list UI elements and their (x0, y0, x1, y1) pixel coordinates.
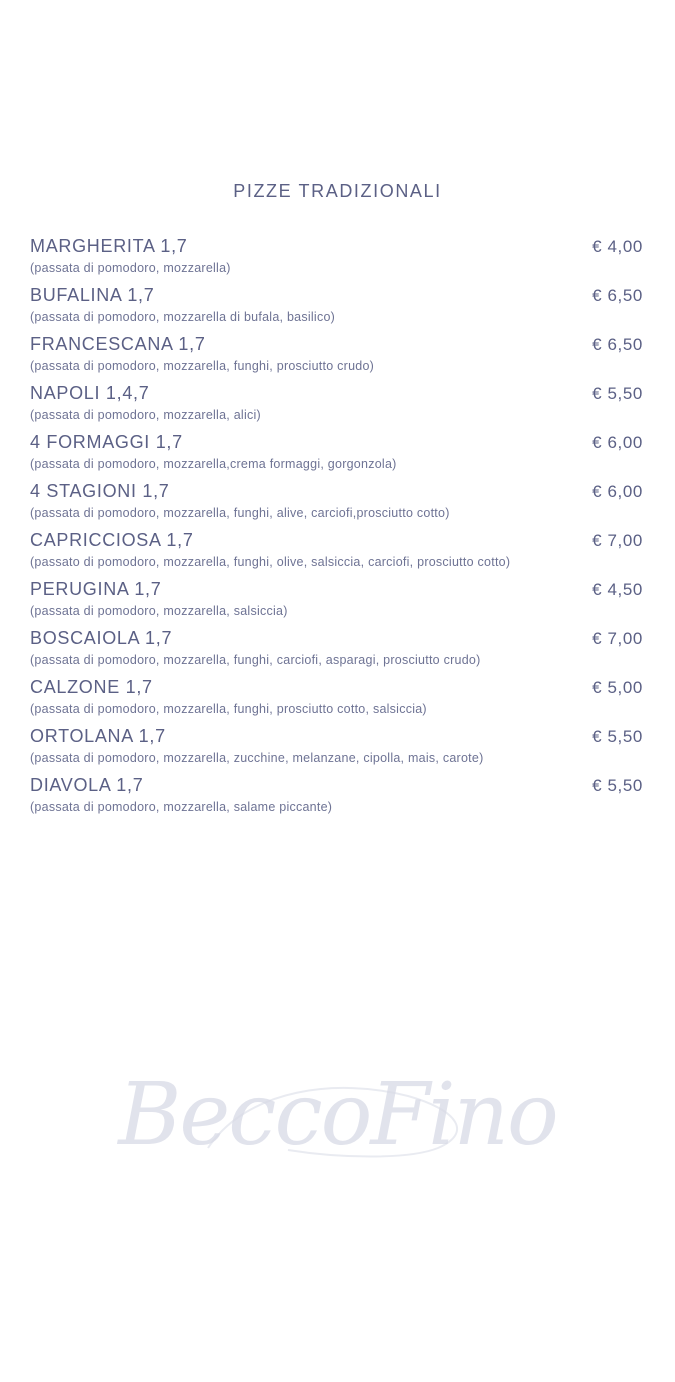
menu-item-name: ORTOLANA 1,7 (30, 726, 166, 746)
menu-item-price: € 6,00 (592, 482, 643, 501)
menu-item-price: € 4,50 (592, 580, 643, 599)
menu-item-description: (passata di pomodoro, mozzarella, zucchine, melanzane, cipolla, mais, carote) (30, 751, 484, 765)
menu-item-name: PERUGINA 1,7 (30, 579, 162, 599)
menu-item-price: € 5,50 (592, 776, 643, 795)
menu-item-price: € 7,00 (592, 531, 643, 550)
menu-item-price: € 4,00 (592, 237, 643, 256)
menu-item-description: (passata di pomodoro, mozzarella) (30, 261, 231, 275)
list-item (30, 334, 645, 373)
menu-page (0, 182, 675, 1382)
menu-item-price: € 7,00 (592, 629, 643, 648)
menu-item-row (30, 628, 645, 649)
menu-item-list (30, 236, 645, 814)
menu-item-name: CAPRICCIOSA 1,7 (30, 530, 194, 550)
menu-item-description: (passata di pomodoro, mozzarella, alici) (30, 408, 261, 422)
menu-item-name: MARGHERITA 1,7 (30, 236, 188, 256)
menu-item-row (30, 432, 645, 453)
list-item (30, 236, 645, 275)
menu-item-row (30, 677, 645, 698)
menu-item-row (30, 285, 645, 306)
logo-flourish-icon (188, 1078, 488, 1168)
menu-item-name: FRANCESCANA 1,7 (30, 334, 206, 354)
menu-item-description: (passata di pomodoro, mozzarella di bufala, basilico) (30, 310, 336, 324)
menu-item-description: (passata di pomodoro, mozzarella,crema formaggi, gorgonzola) (30, 457, 397, 471)
menu-item-row (30, 383, 645, 404)
menu-item-price: € 6,50 (592, 335, 643, 354)
menu-item-price: € 6,50 (592, 286, 643, 305)
menu-item-description: (passata di pomodoro, mozzarella, funghi, prosciutto crudo) (30, 359, 375, 373)
list-item (30, 530, 645, 569)
menu-item-description: (passata di pomodoro, mozzarella, salame piccante) (30, 800, 333, 814)
menu-item-row (30, 726, 645, 747)
list-item (30, 432, 645, 471)
list-item (30, 383, 645, 422)
menu-item-name: 4 FORMAGGI 1,7 (30, 432, 183, 452)
menu-item-description: (passato di pomodoro, mozzarella, funghi, olive, salsiccia, carciofi, prosciutto cotto) (30, 555, 511, 569)
menu-item-name: CALZONE 1,7 (30, 677, 153, 697)
menu-item-row (30, 579, 645, 600)
page-title: PIZZE TRADIZIONALI (233, 181, 442, 201)
menu-item-name: 4 STAGIONI 1,7 (30, 481, 170, 501)
menu-item-price: € 5,50 (592, 384, 643, 403)
list-item (30, 285, 645, 324)
menu-item-price: € 5,50 (592, 727, 643, 746)
list-item (30, 579, 645, 618)
menu-item-row (30, 530, 645, 551)
menu-item-description: (passata di pomodoro, mozzarella, funghi, prosciutto cotto, salsiccia) (30, 702, 427, 716)
menu-item-row (30, 236, 645, 257)
list-item (30, 677, 645, 716)
logo-wordmark: BeccoFino (118, 1065, 557, 1165)
menu-item-price: € 5,00 (592, 678, 643, 697)
menu-item-row (30, 334, 645, 355)
menu-item-row (30, 775, 645, 796)
list-item (30, 481, 645, 520)
list-item (30, 628, 645, 667)
menu-item-description: (passata di pomodoro, mozzarella, salsiccia) (30, 604, 288, 618)
restaurant-logo-watermark (0, 1065, 675, 1165)
menu-item-name: DIAVOLA 1,7 (30, 775, 144, 795)
menu-item-name: BOSCAIOLA 1,7 (30, 628, 173, 648)
menu-item-name: NAPOLI 1,4,7 (30, 383, 150, 403)
list-item (30, 726, 645, 765)
menu-item-row (30, 481, 645, 502)
menu-item-description: (passata di pomodoro, mozzarella, funghi, carciofi, asparagi, prosciutto crudo) (30, 653, 481, 667)
menu-item-price: € 6,00 (592, 433, 643, 452)
menu-item-name: BUFALINA 1,7 (30, 285, 155, 305)
menu-item-description: (passata di pomodoro, mozzarella, funghi, alive, carciofi,prosciutto cotto) (30, 506, 450, 520)
list-item (30, 775, 645, 814)
